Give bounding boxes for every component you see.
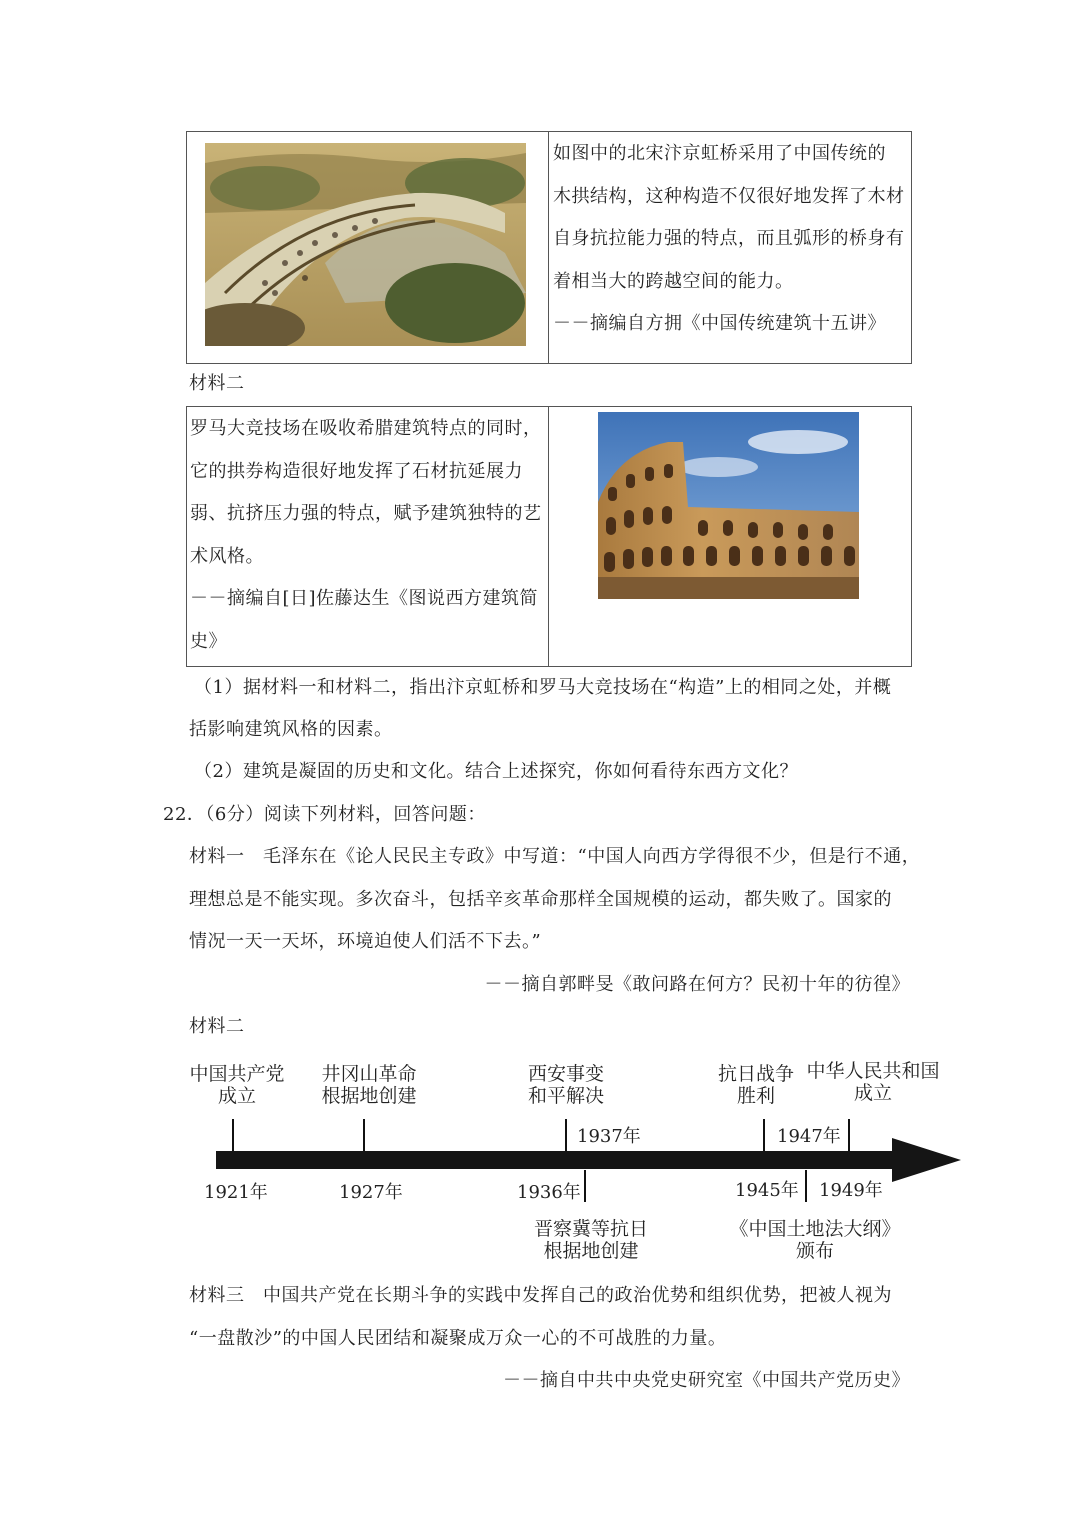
year-1927: 1927年: [339, 1182, 403, 1203]
tick-1936: [584, 1170, 586, 1202]
year-1945: 1945年: [735, 1180, 799, 1201]
tick-1949: [848, 1119, 850, 1151]
material2-label: 材料二: [189, 373, 245, 394]
q21-question-2: （2）建筑是凝固的历史和文化。结合上述探究，你如何看待东西方文化？: [194, 761, 798, 782]
year-1936: 1936年: [517, 1182, 581, 1203]
tick-1921: [232, 1119, 234, 1151]
event-prc-founded: 中华人民共和国 成立: [806, 1060, 940, 1104]
tick-1937: [565, 1119, 567, 1151]
hongqiao-bridge-painting: [205, 143, 526, 346]
event-xian-incident: 西安事变 和平解决: [527, 1063, 605, 1107]
tick-1945-top: [763, 1119, 765, 1151]
event-jinchaji-base: 晋察冀等抗日 根据地创建: [533, 1218, 649, 1262]
material1-text: 如图中的北宋汴京虹桥采用了中国传统的 木拱结构，这种构造不仅很好地发挥了木材 自身抗拉能力强的特点，而且弧形的桥身有 着相当大的跨越空间的能力。 －－摘编自方拥《中国传统建筑十五讲》: [553, 143, 905, 334]
year-1937: 1937年: [577, 1126, 641, 1147]
q22-material3-source: －－摘自中共中央党史研究室《中国共产党历史》: [503, 1370, 910, 1391]
colosseum-photo: [598, 412, 859, 599]
event-cpc-founded: 中国共产党 成立: [189, 1063, 285, 1107]
q22-material1-text: 材料一 毛泽东在《论人民民主专政》中写道：“中国人向西方学得很不少，但是行不通， 理想总是不能实现。多次奋斗，包括辛亥革命那样全国规模的运动，都失败了。国家的 情况一天一天坏，环境迫使人们活不下去。”: [189, 846, 921, 952]
material1-divider: [548, 131, 549, 364]
q22-header: 22．（6分）阅读下列材料，回答问题：: [163, 804, 486, 825]
q22-material3-text: 材料三 中国共产党在长期斗争的实践中发挥自己的政治优势和组织优势，把被人视为 “一盘散沙”的中国人民团结和凝聚成万众一心的不可战胜的力量。: [189, 1285, 892, 1349]
year-1921: 1921年: [204, 1182, 268, 1203]
event-land-law: 《中国土地法大纲》 颁布: [729, 1218, 901, 1262]
q22-material2-label: 材料二: [189, 1016, 245, 1037]
tick-1947: [805, 1170, 807, 1202]
tick-1927: [363, 1119, 365, 1151]
event-jinggangshan: 井冈山革命 根据地创建: [321, 1063, 417, 1107]
material2-text: 罗马大竞技场在吸收希腊建筑特点的同时， 它的拱券构造很好地发挥了石材抗延展力 弱、抗挤压力强的特点，赋予建筑独特的艺 术风格。 －－摘编自[日]佐藤达生《图说西方建筑简 史》: [190, 418, 542, 652]
year-1949: 1949年: [819, 1180, 883, 1201]
q21-question-1a: （1）据材料一和材料二，指出汴京虹桥和罗马大竞技场在“构造”上的相同之处，并概: [194, 677, 892, 698]
material2-divider: [548, 406, 549, 667]
event-war-victory: 抗日战争 胜利: [717, 1063, 795, 1107]
year-1947: 1947年: [777, 1126, 841, 1147]
q22-material1-source: －－摘自郭畔旻《敢问路在何方？民初十年的彷徨》: [484, 974, 910, 995]
q21-question-1b: 括影响建筑风格的因素。: [189, 719, 393, 740]
